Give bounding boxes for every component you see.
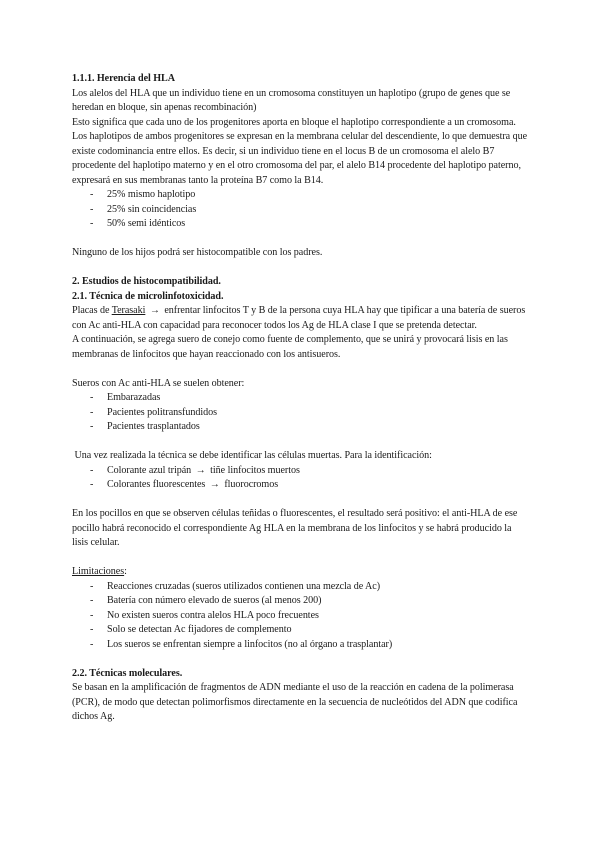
list-item: - Pacientes trasplantados [72, 420, 528, 435]
terasaki-link: Terasaki [111, 305, 146, 316]
list-item: - 50% semi idénticos [72, 217, 528, 232]
list-item: - Batería con número elevado de sueros (al menos 200) [72, 594, 528, 609]
heading-limitaciones: Limitaciones: [72, 566, 127, 577]
placas-text: enfrentar linfocitos T y B de la persona cuya HLA hay que tipificar a una batería de sueros con Ac anti-HLA con capacidad para reconocer todos los Ag de HLA clase I que se pretenda detectar. [72, 305, 526, 331]
paragraph-alelos: Los alelos del HLA que un individuo tiene en un cromosoma constituyen un haplotipo (grupo de genes que se heredan en bloque, sin apenas recombinación) [72, 87, 511, 113]
heading-moleculares: 2.2. Técnicas moleculares. [72, 667, 183, 679]
heading-herencia: 1.1.1. Herencia del HLA [72, 73, 175, 84]
list-item: - Los sueros se enfrentan siempre a linfocitos (no al órgano a trasplantar) [72, 638, 528, 653]
list-sueros [72, 391, 528, 435]
paragraph-pocillos: En los pocillos en que se observen células teñidas o fluorescentes, el resultado será positivo: el anti-HLA de ese pocillo habrá reconocido el correspondiente Ag HLA en la membrana de los linfocitos y se habrá producido la lisis celular. [72, 508, 518, 548]
list-item: - Embarazadas [72, 391, 528, 406]
list-item: - 25% sin coincidencias [72, 203, 528, 218]
document-page [72, 72, 528, 725]
list-colorantes [72, 464, 528, 493]
placas-prefix: Placas de [72, 305, 112, 316]
arrow-icon: → [149, 305, 160, 316]
heading-microlinfotoxicidad: 2.1. Técnica de microlinfotoxicidad. [72, 290, 224, 302]
heading-estudios: 2. Estudios de histocompatibilidad. [72, 276, 221, 287]
paragraph-progenitores: Esto significa que cada uno de los progenitores aporta en bloque el haplotipo correspondiente a un cromosoma. Los haplotipos de ambos progenitores se expresan en la membrana celular del descendiente, lo que demuestra que existe codominancia entre ellos. Es decir, si un individuo tiene en el locus B de un cromosoma el alelo B7 procedente del haplotipo materno y en el otro cromosoma del par, el alelo B14 procedente del haplotipo paterno, expresará en sus membranas tanto la proteína B7 como la B14. [72, 116, 528, 186]
list-item: - Reacciones cruzadas (sueros utilizados contienen una mezcla de Ac) [72, 580, 528, 595]
paragraph-continuacion: A continuación, se agrega suero de conejo como fuente de complemento, que se unirá y provocará lisis en las membranas de linfocitos que hayan reaccionado con los antisueros. [72, 334, 508, 360]
paragraph-placas [72, 304, 528, 333]
paragraph-hijos: Ninguno de los hijos podrá ser histocompatible con los padres. [72, 247, 323, 258]
list-item: - 25% mismo haplotipo [72, 188, 528, 203]
list-item: - Pacientes politransfundidos [72, 406, 528, 421]
list-item: - No existen sueros contra alelos HLA poco frecuentes [72, 609, 528, 624]
paragraph-moleculares: Se basan en la amplificación de fragmentos de ADN mediante el uso de la reacción en cadena de la polimerasa (PCR), de modo que detectan polimorfismos directamente en la secuencia de nucleótidos del ADN que codifica dichos Ag. [72, 682, 518, 722]
list-item: - Colorante azul tripán → tiñe linfocitos muertos [72, 464, 528, 479]
paragraph-identificacion: Una vez realizada la técnica se debe identificar las células muertas. Para la identificación: [72, 450, 432, 461]
arrow-icon: → [195, 464, 206, 476]
arrow-icon: → [209, 479, 220, 490]
list-item: - Colorantes fluorescentes → fluorocromos [72, 478, 528, 493]
list-limitaciones [72, 580, 528, 653]
paragraph-sueros-intro: Sueros con Ac anti-HLA se suelen obtener: [72, 377, 245, 389]
list-item: - Solo se detectan Ac fijadores de complemento [72, 623, 528, 638]
list-porcentajes [72, 188, 528, 232]
